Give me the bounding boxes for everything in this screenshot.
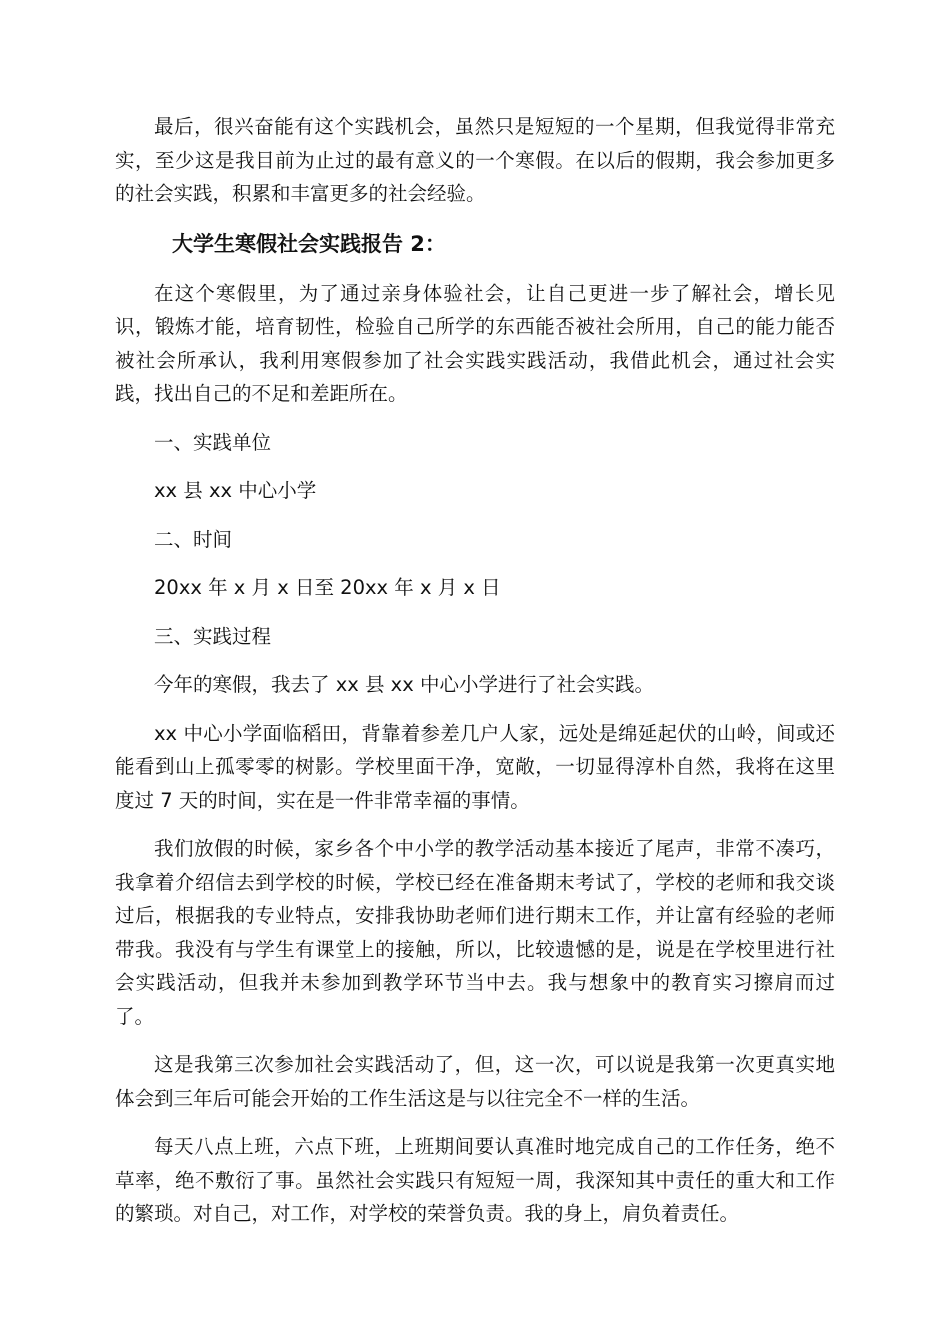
- paragraph-process-intro: 今年的寒假，我去了 xx 县 xx 中心小学进行了社会实践。: [154, 673, 654, 696]
- document-page: [115, 110, 835, 1231]
- subsection-title-unit: 一、实践单位: [154, 430, 272, 454]
- paragraph-third-practice: 这是我第三次参加社会实践活动了，但，这一次，可以说是我第一次更真实地体会到三年后可能会开始的工作生活这是与以往完全不一样的生活。: [115, 1053, 835, 1110]
- subsection-value-time: 20xx 年 x 月 x 日至 20xx 年 x 月 x 日: [154, 576, 501, 599]
- paragraph-daily-work: 每天八点上班，六点下班，上班期间要认真准时地完成自己的工作任务，绝不草率，绝不敷衍了事。虽然社会实践只有短短一周，我深知其中责任的重大和工作的繁琐。对自己，对工作，对学校的荣誉负责。我的身上，肩负着责任。: [115, 1135, 835, 1225]
- subsection-value-unit: xx 县 xx 中心小学: [154, 479, 317, 502]
- paragraph-conclusion: 最后，很兴奋能有这个实践机会，虽然只是短短的一个星期，但我觉得非常充实，至少这是我目前为止过的最有意义的一个寒假。在以后的假期，我会参加更多的社会实践，积累和丰富更多的社会经验。: [115, 115, 835, 205]
- section-heading: 大学生寒假社会实践报告 2：: [172, 231, 446, 256]
- subsection-title-process: 三、实践过程: [154, 624, 272, 648]
- paragraph-school-description: xx 中心小学面临稻田，背靠着参差几户人家，远处是绵延起伏的山岭，间或还能看到山上孤零零的树影。学校里面干净，宽敞，一切显得淳朴自然，我将在这里度过 7 天的时间，实在是一件非常幸福的事情。: [115, 721, 835, 812]
- paragraph-work-arrangement: 我们放假的时候，家乡各个中小学的教学活动基本接近了尾声，非常不凑巧，我拿着介绍信去到学校的时候，学校已经在准备期末考试了，学校的老师和我交谈过后，根据我的专业特点，安排我协助老师们进行期末工作，并让富有经验的老师带我。我没有与学生有课堂上的接触，所以，比较遗憾的是，说是在学校里进行社会实践活动，但我并未参加到教学环节当中去。我与想象中的教育实习擦肩而过了。: [115, 837, 835, 1028]
- subsection-title-time: 二、时间: [154, 527, 233, 551]
- paragraph-intro: 在这个寒假里，为了通过亲身体验社会，让自己更进一步了解社会，增长见识，锻炼才能，培育韧性，检验自己所学的东西能否被社会所用，自己的能力能否被社会所承认，我利用寒假参加了社会实践实践活动，我借此机会，通过社会实践，找出自己的不足和差距所在。: [115, 281, 835, 405]
